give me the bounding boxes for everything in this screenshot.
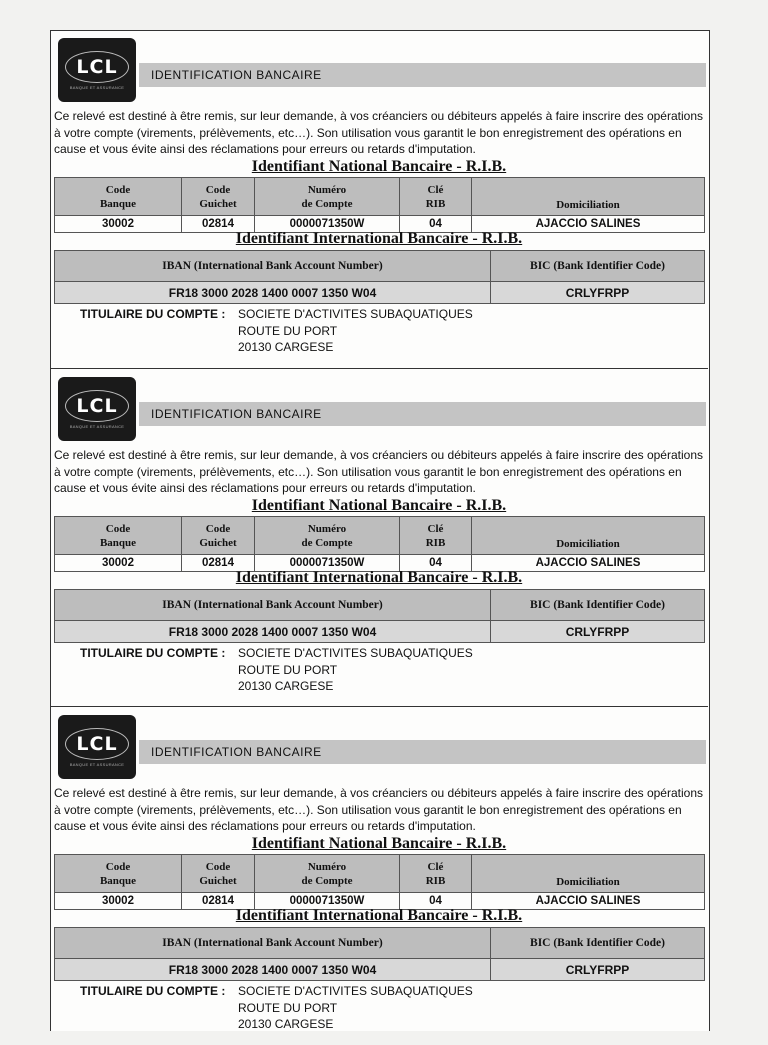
logo-ring <box>65 728 129 760</box>
iban-header: IBAN (International Bank Account Number) <box>55 590 491 621</box>
logo-mark: LCL <box>76 394 118 417</box>
holder-name: SOCIETE D'ACTIVITES SUBAQUATIQUES <box>238 984 473 998</box>
numero-compte-header: Numéro de Compte <box>255 855 400 893</box>
domiciliation-header: Domiciliation <box>472 855 705 893</box>
national-rib-heading: Identifiant National Bancaire - R.I.B. <box>251 158 507 175</box>
account-holder <box>80 983 473 1033</box>
iban-value: FR18 3000 2028 1400 0007 1350 W04 <box>55 621 491 643</box>
identification-title: IDENTIFICATION BANCAIRE <box>139 740 706 764</box>
rib-header-row <box>55 517 705 555</box>
iban-value: FR18 3000 2028 1400 0007 1350 W04 <box>55 959 491 981</box>
iban-header-row <box>55 251 705 282</box>
lcl-logo <box>58 38 136 102</box>
logo-tagline: BANQUE ET ASSURANCE <box>69 84 125 90</box>
identification-title: IDENTIFICATION BANCAIRE <box>139 402 706 426</box>
code-banque-value: 30002 <box>55 555 182 572</box>
holder-label: TITULAIRE DU COMPTE : <box>80 646 226 660</box>
account-holder <box>80 645 473 695</box>
account-holder <box>80 306 473 356</box>
national-rib-table <box>54 854 705 910</box>
rib-card <box>50 706 708 1045</box>
international-rib-table <box>54 927 705 981</box>
national-rib-table <box>54 177 705 233</box>
code-banque-header: Code Banque <box>55 178 182 216</box>
code-banque-value: 30002 <box>55 216 182 233</box>
logo-mark: LCL <box>76 732 118 755</box>
holder-name: SOCIETE D'ACTIVITES SUBAQUATIQUES <box>238 307 473 321</box>
bic-value: CRLYFRPP <box>491 621 705 643</box>
intro-paragraph: Ce relevé est destiné à être remis, sur leur demande, à vos créanciers ou débiteurs appelés à faire inscrire des opérations à votre compte (virements, prélèvements, etc…). Son utilisation vous garantit le bon enregistrement des opérations en cause et vous évite ainsi des réclamations pour erreurs ou retards d'imputation. <box>54 448 704 495</box>
code-guichet-header: Code Guichet <box>182 855 255 893</box>
iban-header: IBAN (International Bank Account Number) <box>55 251 491 282</box>
holder-label: TITULAIRE DU COMPTE : <box>80 984 226 998</box>
bic-header: BIC (Bank Identifier Code) <box>491 590 705 621</box>
intro-paragraph: Ce relevé est destiné à être remis, sur leur demande, à vos créanciers ou débiteurs appelés à faire inscrire des opérations à votre compte (virements, prélèvements, etc…). Son utilisation vous garantit le bon enregistrement des opérations en cause et vous évite ainsi des réclamations pour erreurs ou retards d'imputation. <box>54 109 704 156</box>
cle-rib-value: 04 <box>400 216 472 233</box>
national-rib-heading: Identifiant National Bancaire - R.I.B. <box>251 497 507 514</box>
code-guichet-header: Code Guichet <box>182 178 255 216</box>
rib-header-row <box>55 855 705 893</box>
international-rib-table <box>54 250 705 304</box>
code-guichet-value: 02814 <box>182 216 255 233</box>
cle-rib-header: Clé RIB <box>400 178 472 216</box>
iban-value-row <box>55 621 705 643</box>
domiciliation-header: Domiciliation <box>472 517 705 555</box>
numero-compte-header: Numéro de Compte <box>255 178 400 216</box>
logo-ring <box>65 390 129 422</box>
holder-street: ROUTE DU PORT <box>238 1000 338 1015</box>
international-rib-table <box>54 589 705 643</box>
code-guichet-header: Code Guichet <box>182 517 255 555</box>
bic-value: CRLYFRPP <box>491 959 705 981</box>
holder-city: 20130 CARGESE <box>238 1017 334 1031</box>
rib-card <box>50 368 708 707</box>
holder-street: ROUTE DU PORT <box>238 662 338 677</box>
numero-compte-value: 0000071350W <box>255 216 400 233</box>
cle-rib-header: Clé RIB <box>400 855 472 893</box>
logo-mark: LCL <box>76 55 118 78</box>
code-guichet-value: 02814 <box>182 555 255 572</box>
lcl-logo <box>58 377 136 441</box>
numero-compte-value: 0000071350W <box>255 893 400 910</box>
iban-header: IBAN (International Bank Account Number) <box>55 928 491 959</box>
iban-header-row <box>55 590 705 621</box>
domiciliation-value: AJACCIO SALINES <box>472 555 705 572</box>
cle-rib-value: 04 <box>400 893 472 910</box>
holder-name: SOCIETE D'ACTIVITES SUBAQUATIQUES <box>238 646 473 660</box>
numero-compte-header: Numéro de Compte <box>255 517 400 555</box>
rib-card <box>50 30 708 368</box>
national-rib-table <box>54 516 705 572</box>
logo-tagline: BANQUE ET ASSURANCE <box>69 761 125 767</box>
code-banque-value: 30002 <box>55 893 182 910</box>
code-banque-header: Code Banque <box>55 855 182 893</box>
numero-compte-value: 0000071350W <box>255 555 400 572</box>
intro-paragraph: Ce relevé est destiné à être remis, sur leur demande, à vos créanciers ou débiteurs appelés à faire inscrire des opérations à votre compte (virements, prélèvements, etc…). Son utilisation vous garantit le bon enregistrement des opérations en cause et vous évite ainsi des réclamations pour erreurs ou retards d'imputation. <box>54 786 704 833</box>
logo-tagline: BANQUE ET ASSURANCE <box>69 423 125 429</box>
holder-city: 20130 CARGESE <box>238 340 334 354</box>
bic-header: BIC (Bank Identifier Code) <box>491 251 705 282</box>
iban-value: FR18 3000 2028 1400 0007 1350 W04 <box>55 282 491 304</box>
holder-label: TITULAIRE DU COMPTE : <box>80 307 226 321</box>
code-guichet-value: 02814 <box>182 893 255 910</box>
international-rib-heading: Identifiant International Bancaire - R.I.B. <box>235 907 523 924</box>
cle-rib-value: 04 <box>400 555 472 572</box>
iban-value-row <box>55 282 705 304</box>
identification-title: IDENTIFICATION BANCAIRE <box>139 63 706 87</box>
bic-value: CRLYFRPP <box>491 282 705 304</box>
international-rib-heading: Identifiant International Bancaire - R.I.B. <box>235 569 523 586</box>
bic-header: BIC (Bank Identifier Code) <box>491 928 705 959</box>
cle-rib-header: Clé RIB <box>400 517 472 555</box>
national-rib-heading: Identifiant National Bancaire - R.I.B. <box>251 835 507 852</box>
domiciliation-value: AJACCIO SALINES <box>472 893 705 910</box>
lcl-logo <box>58 715 136 779</box>
holder-city: 20130 CARGESE <box>238 679 334 693</box>
iban-header-row <box>55 928 705 959</box>
holder-street: ROUTE DU PORT <box>238 323 338 338</box>
domiciliation-header: Domiciliation <box>472 178 705 216</box>
international-rib-heading: Identifiant International Bancaire - R.I.B. <box>235 230 523 247</box>
rib-header-row <box>55 178 705 216</box>
logo-ring <box>65 51 129 83</box>
iban-value-row <box>55 959 705 981</box>
domiciliation-value: AJACCIO SALINES <box>472 216 705 233</box>
code-banque-header: Code Banque <box>55 517 182 555</box>
